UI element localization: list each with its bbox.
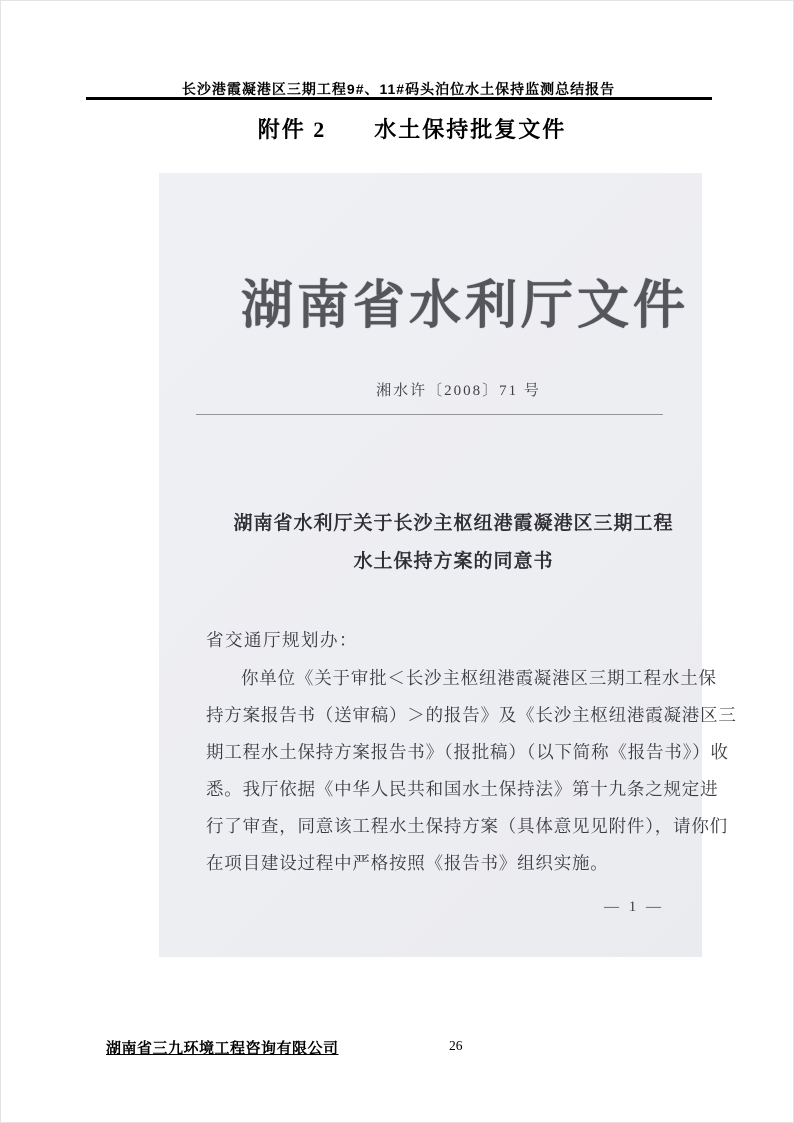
salutation: 省交通厅规划办： [206,630,358,650]
body-line: 在项目建设过程中严格按照《报告书》组织实施。 [206,853,609,873]
running-header-title: 长沙港霞凝港区三期工程9#、11#码头泊位水土保持监测总结报告 [181,81,616,97]
body-line: 持方案报告书（送审稿）＞的报告》及《长沙主枢纽港霞凝港区三 [206,705,737,725]
document-body [206,660,737,882]
document-heading-line1: 湖南省水利厅关于长沙主枢纽港霞凝港区三期工程 [233,513,674,534]
scanned-approval-document [159,173,737,957]
document-heading [182,505,725,581]
document-heading-line2: 水土保持方案的同意书 [353,551,554,572]
scan-page-number: — 1 — [604,899,664,915]
header-rule [86,97,712,100]
footer-page-number: 26 [449,1038,463,1053]
letterhead-rule [196,414,663,415]
body-line: 你单位《关于审批＜长沙主枢纽港霞凝港区三期工程水土保 [241,668,717,688]
body-line: 期工程水土保持方案报告书》（报批稿）（以下简称《报告书》）收 [206,742,729,762]
body-line: 悉。我厅依据《中华人民共和国水土保持法》第十九条之规定进 [206,779,719,799]
footer-company: 湖南省三九环境工程咨询有限公司 [106,1040,339,1057]
document-number: 湘水许〔2008〕71 号 [376,383,541,399]
letterhead-title: 湖南省水利厅文件 [241,278,690,335]
body-line: 行了审查，同意该工程水土保持方案（具体意见见附件），请你们 [206,816,728,836]
attachment-name: 水土保持批复文件 [374,117,567,142]
attachment-label: 附件 2 [257,117,327,142]
attachment-title [15,113,794,144]
